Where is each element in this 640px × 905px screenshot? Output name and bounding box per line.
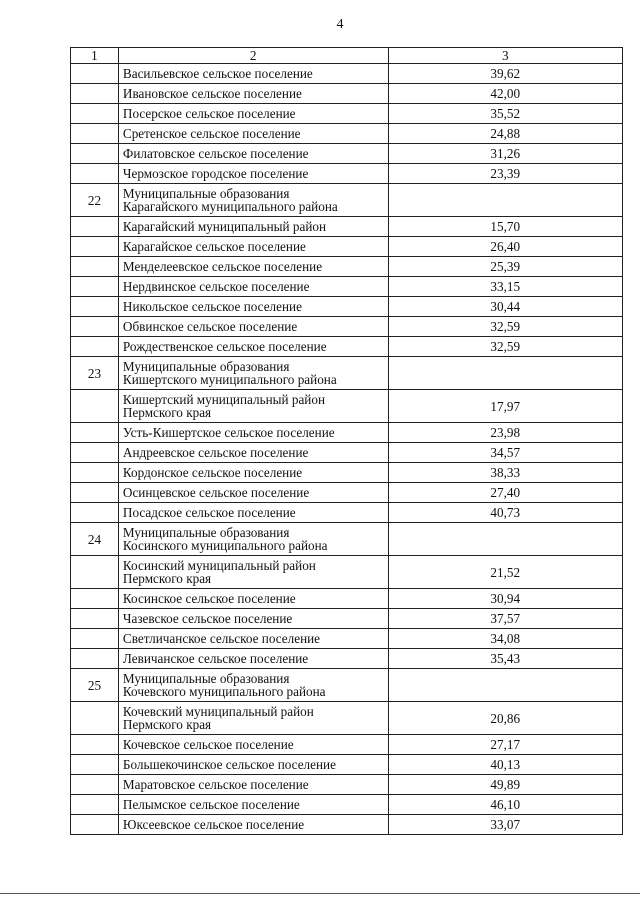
table-row [71, 702, 623, 735]
value-cell: 33,07 [388, 815, 623, 835]
table-row [71, 669, 623, 702]
value-cell [388, 357, 623, 390]
value-cell: 37,57 [388, 609, 623, 629]
row-number-cell [71, 124, 119, 144]
row-number-cell [71, 217, 119, 237]
table-row [71, 217, 623, 237]
table-row [71, 104, 623, 124]
value-cell: 23,98 [388, 423, 623, 443]
value-cell: 31,26 [388, 144, 623, 164]
table-row [71, 649, 623, 669]
table-row [71, 257, 623, 277]
row-number-cell [71, 104, 119, 124]
table-row [71, 297, 623, 317]
municipality-name-cell: Андреевское сельское поселение [118, 443, 388, 463]
row-number-cell [71, 64, 119, 84]
table-row [71, 164, 623, 184]
value-cell: 49,89 [388, 775, 623, 795]
row-number-cell [71, 337, 119, 357]
table-row [71, 443, 623, 463]
value-cell: 46,10 [388, 795, 623, 815]
municipality-name-cell: Чазевское сельское поселение [118, 609, 388, 629]
municipality-name-cell: Кочевское сельское поселение [118, 735, 388, 755]
row-number-cell [71, 795, 119, 815]
value-cell: 34,08 [388, 629, 623, 649]
municipality-name-cell: Обвинское сельское поселение [118, 317, 388, 337]
table-row [71, 357, 623, 390]
municipality-name-cell: Рождественское сельское поселение [118, 337, 388, 357]
row-number-cell [71, 755, 119, 775]
row-number-cell [71, 144, 119, 164]
value-cell: 25,39 [388, 257, 623, 277]
row-number-cell [71, 237, 119, 257]
municipality-name-cell: Нердвинское сельское поселение [118, 277, 388, 297]
table-row [71, 124, 623, 144]
row-number-cell [71, 483, 119, 503]
value-cell [388, 669, 623, 702]
value-cell: 17,97 [388, 390, 623, 423]
value-cell: 15,70 [388, 217, 623, 237]
value-cell: 40,13 [388, 755, 623, 775]
table-row [71, 556, 623, 589]
row-number-cell [71, 390, 119, 423]
municipality-name-cell: Карагайский муниципальный район [118, 217, 388, 237]
value-cell: 39,62 [388, 64, 623, 84]
value-cell: 21,52 [388, 556, 623, 589]
page-number: 4 [336, 17, 344, 32]
table-row [71, 735, 623, 755]
value-cell: 27,40 [388, 483, 623, 503]
table-row [71, 795, 623, 815]
header-col-2: 2 [118, 48, 388, 64]
value-cell: 26,40 [388, 237, 623, 257]
value-cell: 30,44 [388, 297, 623, 317]
row-number-cell [71, 649, 119, 669]
value-cell: 35,52 [388, 104, 623, 124]
row-number-cell [71, 317, 119, 337]
row-number-cell: 22 [71, 184, 119, 217]
row-number-cell [71, 702, 119, 735]
table-row [71, 317, 623, 337]
table-body [71, 64, 623, 835]
municipality-name-cell: Филатовское сельское поселение [118, 144, 388, 164]
value-cell: 33,15 [388, 277, 623, 297]
municipality-name-cell: Ивановское сельское поселение [118, 84, 388, 104]
table-row [71, 237, 623, 257]
row-number-cell [71, 609, 119, 629]
bottom-divider [0, 893, 640, 894]
table-row [71, 589, 623, 609]
municipality-name-cell: Юксеевское сельское поселение [118, 815, 388, 835]
municipality-name-cell: Левичанское сельское поселение [118, 649, 388, 669]
municipality-name-cell: Менделеевское сельское поселение [118, 257, 388, 277]
value-cell [388, 523, 623, 556]
municipality-name-cell: Муниципальные образования Кочевского муниципального района [118, 669, 388, 702]
row-number-cell [71, 277, 119, 297]
table-row [71, 463, 623, 483]
row-number-cell [71, 164, 119, 184]
value-cell: 30,94 [388, 589, 623, 609]
municipality-name-cell: Усть-Кишертское сельское поселение [118, 423, 388, 443]
municipality-name-cell: Никольское сельское поселение [118, 297, 388, 317]
table-row [71, 483, 623, 503]
value-cell: 38,33 [388, 463, 623, 483]
header-col-1: 1 [71, 48, 119, 64]
row-number-cell [71, 815, 119, 835]
row-number-cell: 23 [71, 357, 119, 390]
table-row [71, 629, 623, 649]
municipality-name-cell: Чермозское городское поселение [118, 164, 388, 184]
settlements-table [70, 47, 623, 835]
value-cell: 35,43 [388, 649, 623, 669]
row-number-cell: 25 [71, 669, 119, 702]
municipality-name-cell: Кишертский муниципальный район Пермского края [118, 390, 388, 423]
value-cell: 40,73 [388, 503, 623, 523]
row-number-cell [71, 629, 119, 649]
table-row [71, 184, 623, 217]
municipality-name-cell: Светличанское сельское поселение [118, 629, 388, 649]
municipality-name-cell: Косинский муниципальный район Пермского края [118, 556, 388, 589]
municipality-name-cell: Кочевский муниципальный район Пермского края [118, 702, 388, 735]
municipality-name-cell: Большекочинское сельское поселение [118, 755, 388, 775]
value-cell: 24,88 [388, 124, 623, 144]
row-number-cell [71, 556, 119, 589]
municipality-name-cell: Муниципальные образования Косинского муниципального района [118, 523, 388, 556]
row-number-cell [71, 84, 119, 104]
table-row [71, 755, 623, 775]
row-number-cell [71, 589, 119, 609]
value-cell: 32,59 [388, 317, 623, 337]
row-number-cell [71, 443, 119, 463]
table-row [71, 337, 623, 357]
table-row [71, 609, 623, 629]
row-number-cell [71, 297, 119, 317]
row-number-cell [71, 775, 119, 795]
table-row [71, 277, 623, 297]
municipality-name-cell: Муниципальные образования Карагайского муниципального района [118, 184, 388, 217]
value-cell: 42,00 [388, 84, 623, 104]
table-row [71, 390, 623, 423]
table-row [71, 523, 623, 556]
municipality-name-cell: Кордонское сельское поселение [118, 463, 388, 483]
table-row [71, 503, 623, 523]
municipality-name-cell: Косинское сельское поселение [118, 589, 388, 609]
municipality-name-cell: Осинцевское сельское поселение [118, 483, 388, 503]
municipality-name-cell: Посерское сельское поселение [118, 104, 388, 124]
value-cell: 34,57 [388, 443, 623, 463]
value-cell: 20,86 [388, 702, 623, 735]
row-number-cell: 24 [71, 523, 119, 556]
municipality-name-cell: Карагайское сельское поселение [118, 237, 388, 257]
table-row [71, 775, 623, 795]
municipality-name-cell: Муниципальные образования Кишертского муниципального района [118, 357, 388, 390]
value-cell: 27,17 [388, 735, 623, 755]
table-row [71, 84, 623, 104]
value-cell: 32,59 [388, 337, 623, 357]
municipality-name-cell: Посадское сельское поселение [118, 503, 388, 523]
row-number-cell [71, 423, 119, 443]
municipality-name-cell: Сретенское сельское поселение [118, 124, 388, 144]
municipality-name-cell: Маратовское сельское поселение [118, 775, 388, 795]
row-number-cell [71, 735, 119, 755]
table-header-row [71, 48, 623, 64]
header-col-3: 3 [388, 48, 623, 64]
table-row [71, 815, 623, 835]
row-number-cell [71, 463, 119, 483]
table-row [71, 423, 623, 443]
table-row [71, 64, 623, 84]
table-row [71, 144, 623, 164]
municipality-name-cell: Васильевское сельское поселение [118, 64, 388, 84]
row-number-cell [71, 503, 119, 523]
row-number-cell [71, 257, 119, 277]
value-cell: 23,39 [388, 164, 623, 184]
municipality-name-cell: Пелымское сельское поселение [118, 795, 388, 815]
value-cell [388, 184, 623, 217]
